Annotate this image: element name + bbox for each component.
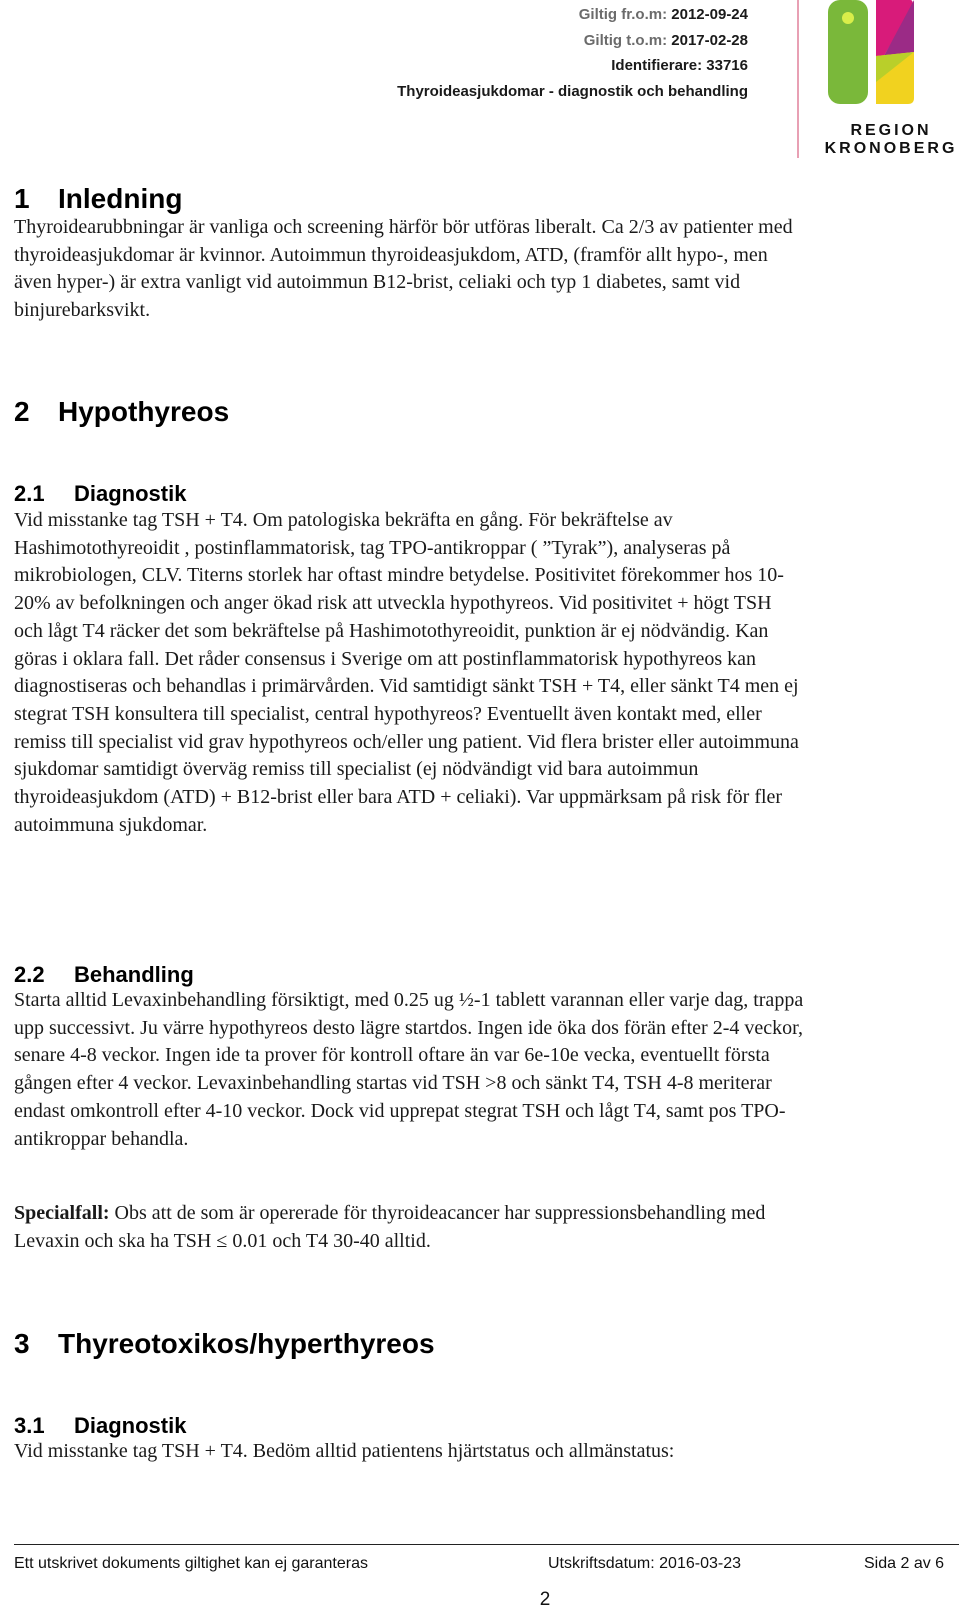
heading-2-1 [14,481,186,507]
print-date-value: 2016-03-23 [659,1555,741,1572]
heading-number: 3.1 [14,1413,45,1438]
valid-to-label: Giltig t.o.m: [583,32,668,49]
heading-title: Hypothyreos [58,396,230,427]
heading-2-2 [14,962,194,988]
specialfall-label: Specialfall: [14,1202,110,1224]
footer-disclaimer: Ett utskrivet dokuments giltighet kan ej garanteras [14,1555,368,1572]
heading-3 [14,1328,435,1360]
valid-from-label: Giltig fr.o.m: [578,6,668,23]
heading-number: 2 [14,396,30,427]
heading-number: 1 [14,183,30,214]
heading-title: Behandling [74,962,194,987]
paragraph-diagnostik-hypo: Vid misstanke tag TSH + T4. Om patologiska bekräfta en gång. För bekräftelse av Hashimotothyreoidit , postinflammatorisk, tag TPO-antikroppar ( ”Tyrak”), analyseras på mikrobiologen, CLV. Titerns storlek har oftast mindre betydelse. Positivitet förekommer hos 10-20% av befolkningen och anger ökad risk att utveckla hypothyreos. Vid positivitet + högt TSH och lågt T4 räcker det som bekräftelse på Hashimotothyreoidit, punktion är ej nödvändig. Kan göras i oklara fall. Det råder consensus i Sverige om att postinflammatorisk hypothyreos kan diagnostiseras och behandlas i primärvården. Vid samtidigt sänkt TSH + T4, eller sänkt T4 men ej stegrat TSH konsultera till specialist, central hypothyreos? Eventuellt även kontakt med, eller remiss till specialist vid grav hypothyreos och/eller ung patient. Vid flera brister eller autoimmuna sjukdomar samtidigt överväg remiss till specialist (ej nödvändigt vid bara autoimmun thyroideasjukdom (ATD) + B12-brist eller bara ATD + celiaki). Var uppmärksam på risk för fler autoimmuna sjukdomar. [14,509,799,836]
heading-3-1 [14,1413,186,1439]
heading-2 [14,396,229,428]
paragraph-inledning: Thyroidearubbningar är vanliga och screening härför bör utföras liberalt. Ca 2/3 av patienter med thyroideasjukdomar är kvinnor. Autoimmun thyroideasjukdom, ATD, (framför allt hypo-, men även hyper-) är extra vanligt vid autoimmun B12-brist, celiaki och typ 1 diabetes, samt vid binjurebarksvikt. [14,216,793,322]
print-date-label: Utskriftsdatum: [548,1555,655,1572]
valid-from-line [579,6,748,23]
heading-number: 2.2 [14,962,45,987]
heading-1 [14,183,182,215]
specialfall-text: Obs att de som är opererade för thyroideacancer har suppressionsbehandling med Levaxin och ska ha TSH ≤ 0.01 och T4 30-40 alltid. [14,1202,766,1252]
heading-title: Diagnostik [74,481,187,506]
heading-number: 2.1 [14,481,45,506]
footer-divider [14,1544,959,1545]
header-divider [797,0,799,158]
valid-to-line [584,32,748,49]
heading-number: 3 [14,1328,30,1359]
identifier-line [611,57,748,74]
valid-to-value: 2017-02-28 [671,32,748,49]
document-title: Thyroideasjukdomar - diagnostik och behandling [397,83,748,100]
paragraph-diagnostik-hyper: Vid misstanke tag TSH + T4. Bedöm alltid patientens hjärtstatus och allmänstatus: [14,1440,675,1462]
paragraph-behandling: Starta alltid Levaxinbehandling försiktigt, med 0.25 ug ½-1 tablett varannan eller varje dag, trappa upp successivt. Ju värre hypothyreos desto lägre startdos. Ingen ide öka dos förän efter 2-4 veckor, senare 4-8 veckor. Ingen ide ta prover för kontroll oftare än var 6e-10e vecka, eventuellt första gången efter 4 veckor. Levaxinbehandling startas vid TSH >8 och sänkt T4, TSH 4-8 meriterar endast omkontroll efter 4-10 veckor. Dock vid upprepat stegrat TSH och lågt T4, samt pos TPO-antikroppar behandla. [14,989,804,1150]
footer-print-date [548,1555,741,1573]
heading-title: Thyreotoxikos/hyperthyreos [58,1328,435,1359]
identifier-label: Identifierare: [611,57,703,74]
logo-text-region: REGION [850,122,932,139]
logo-text-kronoberg: KRONOBERG [824,140,958,157]
footer-page-info: Sida 2 av 6 [864,1555,945,1572]
page-number: 2 [539,1589,551,1610]
paragraph-specialfall [14,1200,804,1255]
heading-title: Inledning [58,183,183,214]
heading-title: Diagnostik [74,1413,187,1438]
identifier-value: 33716 [706,57,748,74]
valid-from-value: 2012-09-24 [671,6,748,23]
